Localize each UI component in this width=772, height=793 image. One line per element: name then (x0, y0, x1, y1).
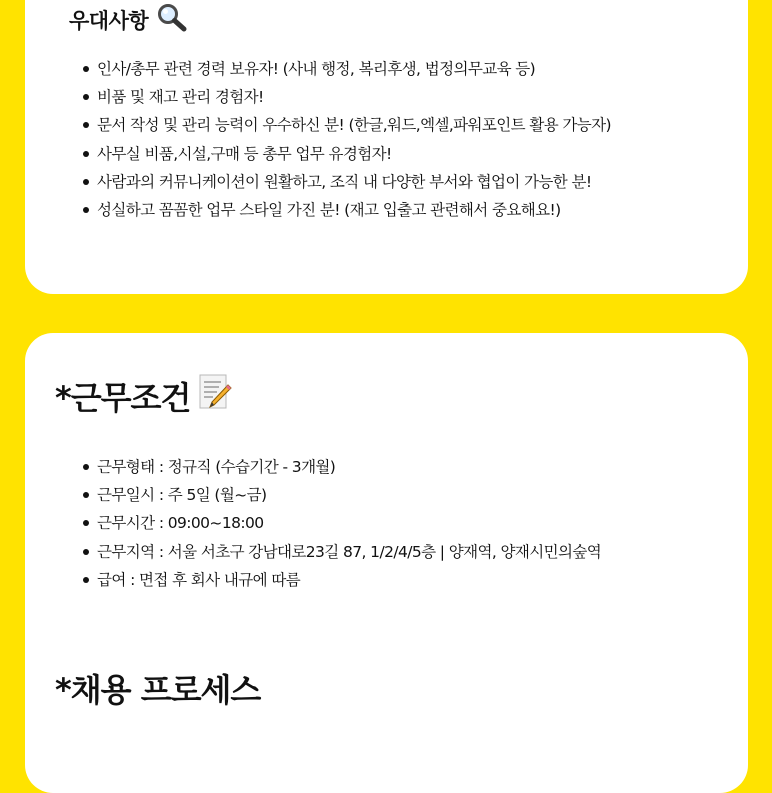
preferred-qualifications-title: 우대사항 (69, 8, 149, 33)
preferred-qualifications-heading (69, 2, 188, 37)
list-item: 급여 : 면접 후 회사 내규에 따름 (81, 566, 601, 594)
preferred-qualifications-list (81, 55, 611, 224)
list-item: 사무실 비품,시설,구매 등 총무 업무 유경험자! (81, 140, 611, 168)
work-conditions-list (81, 453, 601, 594)
list-item: 인사/총무 관련 경력 보유자! (사내 행정, 복리후생, 법정의무교육 등) (81, 55, 611, 83)
hiring-process-heading (55, 665, 260, 711)
list-item: 근무형태 : 정규직 (수습기간 - 3개월) (81, 453, 601, 481)
list-item: 비품 및 재고 관리 경험자! (81, 83, 611, 111)
list-item: 문서 작성 및 관리 능력이 우수하신 분! (한글,워드,엑셀,파워포인트 활용 가능자) (81, 111, 611, 139)
list-item: 성실하고 꼼꼼한 업무 스타일 가진 분! (재고 입출고 관련해서 중요해요!) (81, 196, 611, 224)
hiring-process-title: *채용 프로세스 (55, 671, 261, 709)
magnifying-glass-icon (156, 2, 188, 37)
work-conditions-title: *근무조건 (55, 379, 191, 417)
work-conditions-card (25, 333, 748, 793)
preferred-qualifications-card (25, 0, 748, 294)
list-item: 근무시간 : 09:00~18:00 (81, 509, 601, 537)
work-conditions-heading (55, 373, 232, 419)
list-item: 근무지역 : 서울 서초구 강남대로23길 87, 1/2/4/5층 | 양재역, 양재시민의숲역 (81, 538, 601, 566)
list-item: 근무일시 : 주 5일 (월~금) (81, 481, 601, 509)
list-item: 사람과의 커뮤니케이션이 원활하고, 조직 내 다양한 부서와 협업이 가능한 분! (81, 168, 611, 196)
memo-pencil-icon (198, 373, 232, 419)
